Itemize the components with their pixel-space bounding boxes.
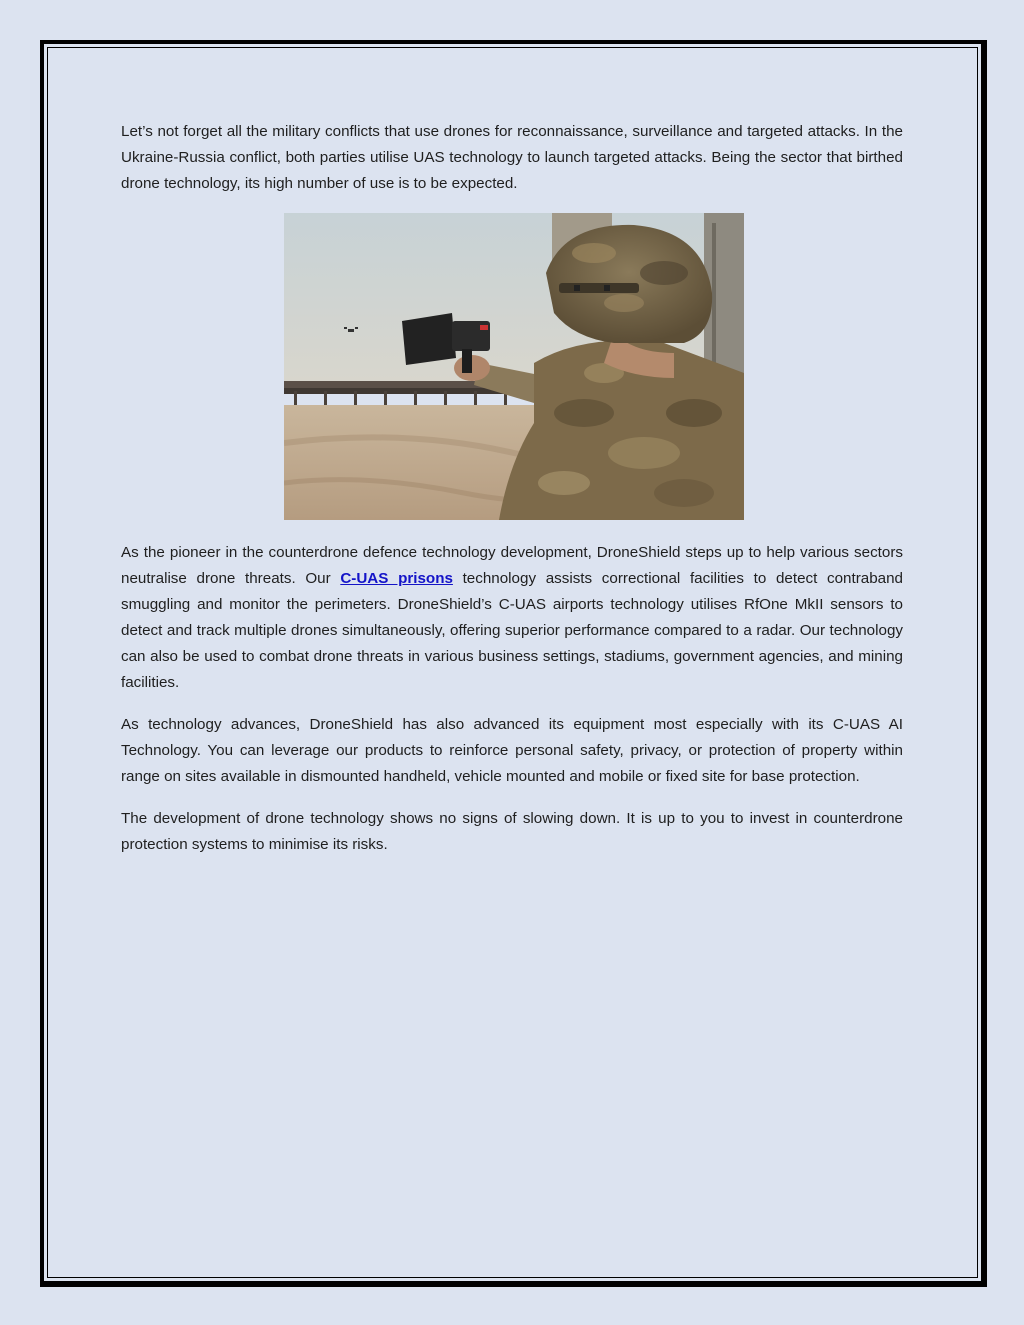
soldier-with-drone-gun-photo [284,213,744,520]
photo-container [121,213,903,520]
paragraph-text-before-link: As the pioneer in the counterdrone defence technology development, DroneShield steps up to help various sectors neutralise drone threats. Our [121,544,903,587]
paragraph-drone-development: The development of drone technology shows no signs of slowing down. It is up to you to invest in counterdrone protection systems to minimise its risks. [121,810,903,853]
paragraph-droneshield-pioneer [121,540,903,696]
paragraph-military-conflicts: Let’s not forget all the military conflicts that use drones for reconnaissance, surveillance and targeted attacks. In the Ukraine-Russia conflict, both parties utilise UAS technology to launch targeted attacks. Being the sector that birthed drone technology, its high number of use is to be expected. [121,123,903,192]
paragraph-text-after-link: technology assists correctional facilities to detect contraband smuggling and monitor the perimeters. DroneShield’s C-UAS airports technology utilises RfOne MkII sensors to detect and track multiple drones simultaneously, offering superior performance compared to a radar. Our technology can also be used to combat drone threats in various business settings, stadiums, government agencies, and mining facilities. [121,570,903,691]
paragraph-technology-advances: As technology advances, DroneShield has also advanced its equipment most especially with its C-UAS AI Technology. You can leverage our products to reinforce personal safety, privacy, or protection of property within range on sites available in dismounted handheld, vehicle mounted and mobile or fixed site for base protection. [121,716,903,785]
document-body [121,119,903,874]
c-uas-prisons-link[interactable]: C-UAS prisons [340,570,453,587]
